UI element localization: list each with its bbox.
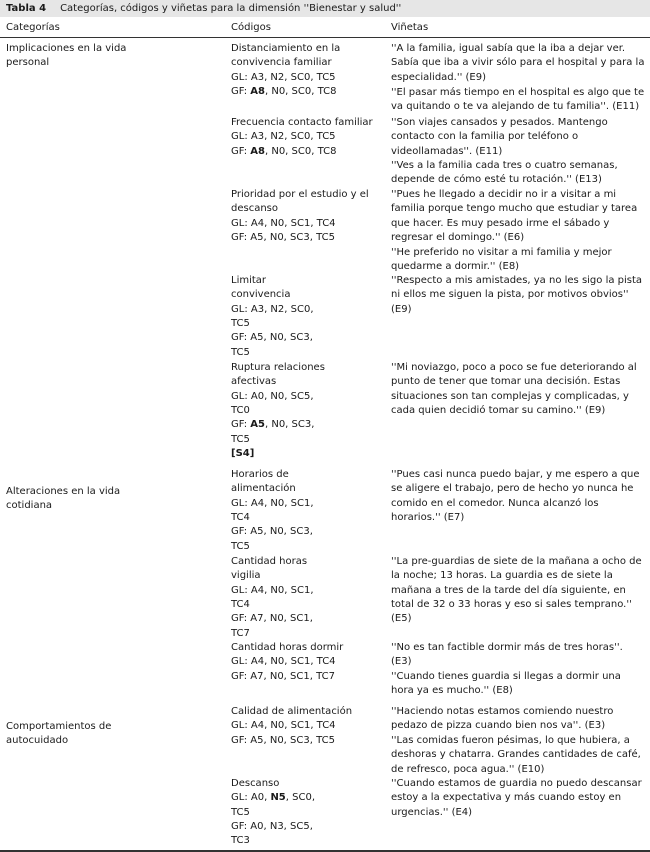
- cell-line: GL: A0, N0, SC5,: [231, 390, 314, 402]
- cell-line: punto de tener que tomar una decisión. Estas: [391, 376, 621, 388]
- cell-line: pedazo de pizza cuando bien nos va''. (E3): [391, 720, 606, 732]
- cell-line: ''He preferido no visitar a mi familia y mejor: [391, 247, 612, 258]
- cell-line: GL: A3, N2, SC0, TC5: [231, 71, 336, 83]
- cell-line: TC4: [231, 512, 250, 524]
- bold-code: [S4]: [231, 448, 255, 460]
- cell-line: (E5): [391, 613, 412, 625]
- cell-line: estoy a la expectativa y más cuando estoy en: [391, 792, 622, 804]
- cell-line: [231, 145, 381, 159]
- cell-line: [231, 447, 381, 461]
- cell-line: la noche; 13 horas. La guardia es de siete la: [391, 570, 613, 582]
- cell-line: ''A la familia, igual sabía que la iba a dejar ver.: [391, 43, 626, 54]
- cell-line: ''El pasar más tiempo en el hospital es algo que te: [391, 87, 645, 98]
- cell-line: ''Pues he llegado a decidir no ir a visitar a mi: [391, 189, 617, 200]
- cell-line: ''Son viajes cansados y pesados. Mantengo: [391, 117, 608, 128]
- cell-line: horarios.'' (E7): [391, 512, 465, 524]
- cell-line: GF: A7, N0, SC1,: [231, 613, 313, 625]
- cell-line: GF: A5, N0, SC3, TC5: [231, 734, 335, 746]
- bottom-rule: [0, 850, 650, 852]
- cell-line: GF: A5, N0, SC3, TC5: [231, 232, 335, 244]
- header-categorias: Categorías: [6, 22, 60, 33]
- code-cell: [231, 555, 381, 641]
- cell-line: GL: A3, N2, SC0, TC5: [231, 131, 336, 143]
- cell-line: especialidad.'' (E9): [391, 71, 486, 83]
- code-cell: [231, 116, 381, 159]
- cell-line: situaciones son tan complejas y complicadas, y: [391, 390, 629, 402]
- cell-line: convivencia: [231, 289, 291, 301]
- code-cell: [231, 42, 381, 99]
- cell-line: Calidad de alimentación: [231, 706, 353, 717]
- cell-line: total de 32 o 33 horas y eso si sales temprano.'': [391, 599, 632, 611]
- code-cell: [231, 468, 381, 554]
- cell-line: ''Ves a la familia cada tres o cuatro semanas,: [391, 160, 618, 171]
- code-cell: [231, 705, 381, 748]
- cell-line: personal: [6, 57, 50, 69]
- cell-line: GL: A4, N0, SC1, TC4: [231, 720, 336, 732]
- category-cell: [6, 720, 216, 749]
- code-cell: [231, 641, 381, 684]
- code-text: GF:: [231, 145, 251, 157]
- cell-line: TC5: [231, 318, 250, 330]
- vineta-cell: [391, 188, 647, 245]
- cell-line: depende de cómo esté tu rotación.'' (E13): [391, 174, 602, 186]
- cell-line: afectivas: [231, 376, 277, 388]
- cell-line: GL: A3, N2, SC0,: [231, 303, 314, 315]
- cell-line: TC5: [231, 806, 250, 818]
- cell-line: GL: A4, N0, SC1, TC4: [231, 656, 336, 668]
- bold-code: N5: [270, 792, 286, 804]
- vineta-cell: [391, 705, 647, 734]
- cell-line: va quitando o te va alejando de tu familia''. (E11): [391, 101, 640, 113]
- vineta-cell: [391, 468, 647, 525]
- cell-line: ''Cuando estamos de guardia no puedo descansar: [391, 778, 642, 789]
- vineta-cell: [391, 116, 647, 159]
- cell-line: Distanciamiento en la: [231, 43, 341, 54]
- vineta-cell: [391, 86, 647, 115]
- cell-line: ''Haciendo notas estamos comiendo nuestro: [391, 706, 614, 717]
- cell-line: TC7: [231, 627, 250, 639]
- table-title: Categorías, códigos y viñetas para la dimensión ''Bienestar y salud'': [60, 3, 402, 14]
- cell-line: GF: A5, N0, SC3,: [231, 526, 313, 538]
- cell-line: GL: A4, N0, SC1,: [231, 584, 314, 596]
- cell-line: Alteraciones en la vida: [6, 486, 121, 497]
- bold-code: A8: [250, 145, 265, 157]
- vineta-cell: [391, 361, 647, 418]
- table-caption: [0, 0, 650, 17]
- cell-line: que hacer. Es muy pesado irme el sábado y: [391, 217, 610, 229]
- cell-line: Prioridad por el estudio y el: [231, 189, 369, 200]
- cell-line: TC5: [231, 346, 250, 358]
- cell-line: [231, 791, 381, 805]
- code-text: GF:: [231, 86, 251, 98]
- cell-line: mañana a tres de la tarde del día siguiente, en: [391, 584, 626, 596]
- cell-line: GL: A4, N0, SC1, TC4: [231, 217, 336, 229]
- cell-line: ni ellos me siguen la pista, por motivos obvios'': [391, 289, 629, 301]
- code-cell: [231, 274, 381, 360]
- bold-code: A5: [250, 419, 265, 431]
- cell-line: Frecuencia contacto familiar: [231, 117, 373, 128]
- cell-line: autocuidado: [6, 735, 69, 747]
- code-cell: [231, 188, 381, 245]
- cell-line: Horarios de: [231, 469, 289, 480]
- header-vinetas: Viñetas: [391, 22, 429, 33]
- cell-line: Cantidad horas: [231, 556, 308, 567]
- cell-line: GF: A7, N0, SC1, TC7: [231, 670, 335, 682]
- cell-line: ''Las comidas fueron pésimas, lo que hubiera, a: [391, 735, 630, 746]
- vineta-cell: [391, 42, 647, 85]
- cell-line: TC0: [231, 405, 250, 417]
- vineta-cell: [391, 777, 647, 820]
- header-rule: [0, 37, 650, 38]
- code-text: , N0, SC0, TC8: [264, 145, 337, 157]
- code-text: , N0, SC3,: [264, 419, 315, 431]
- cell-line: alimentación: [231, 483, 296, 495]
- cell-line: GF: A0, N3, SC5,: [231, 821, 313, 833]
- cell-line: [231, 85, 381, 99]
- cell-line: cotidiana: [6, 500, 53, 512]
- cell-line: ''Mi noviazgo, poco a poco se fue deteriorando al: [391, 362, 637, 373]
- cell-line: Comportamientos de: [6, 721, 112, 732]
- cell-line: Implicaciones en la vida: [6, 43, 127, 54]
- cell-line: deshoras y chatarra. Grandes cantidades de café,: [391, 749, 641, 761]
- code-text: GL: A0,: [231, 792, 271, 804]
- bold-code: A8: [250, 86, 265, 98]
- cell-line: TC3: [231, 835, 250, 847]
- cell-line: convivencia familiar: [231, 57, 332, 69]
- cell-line: vigilia: [231, 570, 261, 582]
- cell-line: (E3): [391, 656, 412, 668]
- code-text: , N0, SC0, TC8: [264, 86, 337, 98]
- category-cell: [6, 485, 216, 514]
- cell-line: ''No es tan factible dormir más de tres horas''.: [391, 642, 623, 653]
- cell-line: [231, 418, 381, 432]
- cell-line: comido en el comedor. Nunca alcanzó los: [391, 497, 599, 509]
- code-text: GF:: [231, 419, 251, 431]
- cell-line: Cantidad horas dormir: [231, 642, 344, 653]
- cell-line: Sabía que iba a vivir sólo para el hospital y para la: [391, 57, 645, 69]
- cell-line: ''Respecto a mis amistades, ya no les sigo la pista: [391, 275, 643, 286]
- cell-line: hora ya es mucho.'' (E8): [391, 685, 513, 697]
- cell-line: Limitar: [231, 275, 267, 286]
- code-text: , SC0,: [285, 792, 315, 804]
- vineta-cell: [391, 555, 647, 627]
- vineta-cell: [391, 641, 647, 670]
- vineta-cell: [391, 159, 647, 188]
- cell-line: GF: A5, N0, SC3,: [231, 332, 313, 344]
- cell-line: GL: A4, N0, SC1,: [231, 497, 314, 509]
- vineta-cell: [391, 274, 647, 317]
- header-codigos: Códigos: [231, 22, 271, 33]
- cell-line: Ruptura relaciones: [231, 362, 325, 373]
- cell-line: urgencias.'' (E4): [391, 806, 473, 818]
- cell-line: (E9): [391, 303, 412, 315]
- category-cell: [6, 42, 216, 71]
- cell-line: contacto con la familia por teléfono o: [391, 131, 579, 143]
- code-cell: [231, 361, 381, 461]
- cell-line: Descanso: [231, 778, 280, 789]
- vineta-cell: [391, 246, 647, 275]
- code-cell: [231, 777, 381, 849]
- cell-line: de refresco, poca agua.'' (E10): [391, 763, 545, 775]
- cell-line: quedarme a dormir.'' (E8): [391, 261, 520, 273]
- vineta-cell: [391, 670, 647, 699]
- table-label: Tabla 4: [6, 3, 47, 14]
- cell-line: cada quien decidió tomar su camino.'' (E9): [391, 405, 606, 417]
- cell-line: TC5: [231, 540, 250, 552]
- cell-line: TC4: [231, 599, 250, 611]
- cell-line: regresar el domingo.'' (E6): [391, 232, 525, 244]
- cell-line: ''Cuando tienes guardia si llegas a dormir una: [391, 671, 621, 682]
- cell-line: descanso: [231, 203, 279, 215]
- cell-line: TC5: [231, 433, 250, 445]
- vineta-cell: [391, 734, 647, 777]
- cell-line: ''Pues casi nunca puedo bajar, y me espero a que: [391, 469, 640, 480]
- cell-line: familia porque tengo mucho que estudiar y tarea: [391, 203, 638, 215]
- cell-line: videollamadas''. (E11): [391, 145, 503, 157]
- cell-line: se aligere el trabajo, pero de hecho yo nunca he: [391, 483, 634, 495]
- cell-line: ''La pre-guardias de siete de la mañana a ocho de: [391, 556, 642, 567]
